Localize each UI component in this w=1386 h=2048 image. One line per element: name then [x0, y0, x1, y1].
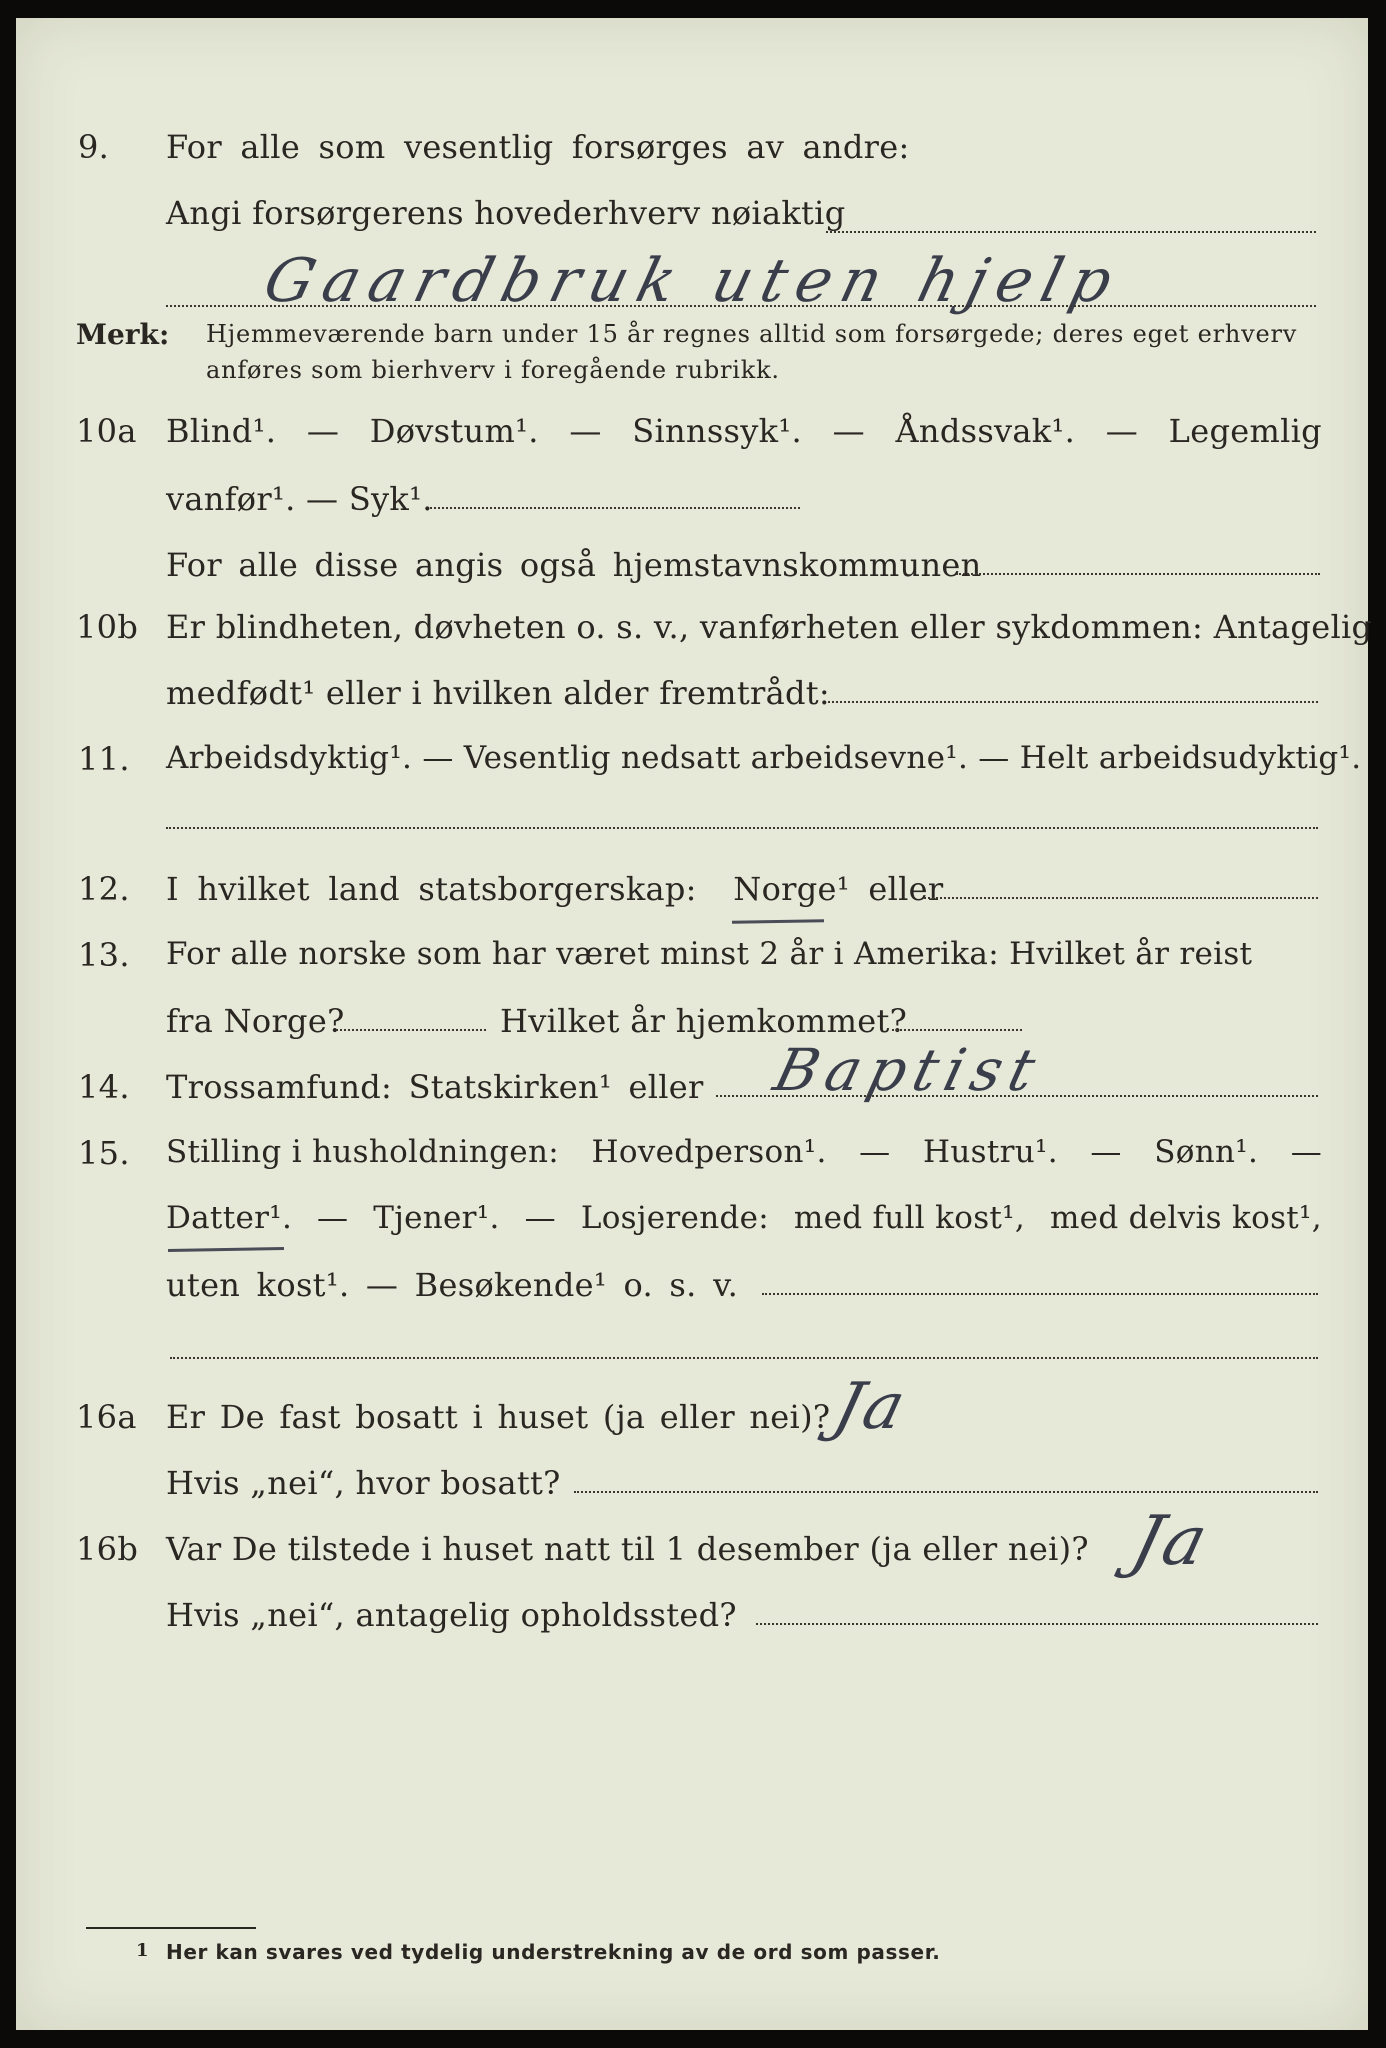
option-legemlig: Legemlig: [1168, 412, 1322, 450]
q10b-dotted-line: [828, 700, 1318, 703]
q13-line2a: fra Norge?: [166, 1002, 345, 1040]
dash: —: [569, 412, 602, 450]
merk-line1: Hjemmeværende barn under 15 år regnes alltid som forsørgede; deres eget erhverv: [206, 320, 1298, 348]
q15-dotted-line-2: [170, 1356, 1318, 1359]
q12-dotted-line: [924, 896, 1318, 899]
q10a-dotted-line-1: [430, 506, 800, 509]
q14-dotted-line: [716, 1094, 1318, 1097]
q15-number: 15.: [78, 1134, 130, 1172]
merk-line2: anføres som bierhverv i foregående rubrikk.: [206, 356, 780, 384]
q16b-handwritten-answer: Ja: [1124, 1502, 1218, 1581]
q10a-line2: vanfør¹. — Syk¹.: [166, 480, 433, 518]
q16a-line2: Hvis „nei“, hvor bosatt?: [166, 1464, 561, 1502]
option-datter: Datter¹.: [166, 1200, 293, 1236]
q10a-row-2: [16, 480, 1368, 540]
q9-number: 9.: [78, 128, 110, 166]
q15-row: [16, 1134, 1368, 1194]
q9-row: [16, 128, 1368, 188]
q16b-row-2: [16, 1596, 1368, 1656]
dash: —: [317, 1200, 349, 1236]
q10b-line2: medfødt¹ eller i hvilken alder fremtrådt:: [166, 674, 830, 712]
option-hovedperson: Hovedperson¹.: [591, 1134, 827, 1170]
q12-line: [166, 870, 944, 908]
q11-dotted-line: [166, 826, 1318, 829]
dash: —: [524, 1200, 556, 1236]
q12-row: [16, 870, 1368, 930]
dash: —: [1290, 1134, 1322, 1170]
q10a-row: [16, 412, 1368, 472]
q16b-line1: Var De tilstede i huset natt til 1 desember (ja eller nei)?: [166, 1530, 1089, 1568]
losjerende-label: Losjerende:: [580, 1200, 769, 1236]
dash: —: [306, 412, 340, 450]
option-tjener: Tjener¹.: [373, 1200, 500, 1236]
option-dovstum: Døvstum¹.: [369, 412, 539, 450]
q9-dotted-line-1: [826, 230, 1316, 233]
q12-number: 12.: [78, 870, 130, 908]
q16a-line1: Er De fast bosatt i huset (ja eller nei)?: [166, 1398, 831, 1436]
q10a-line3: For alle disse angis også hjemstavnskommunen: [166, 546, 982, 584]
q11-row: [16, 740, 1368, 800]
census-form-page: [16, 18, 1373, 2030]
q15-line2: [166, 1200, 1322, 1236]
option-delvis-kost: med delvis kost¹,: [1049, 1200, 1322, 1236]
q12-suffix: eller: [868, 870, 944, 908]
q14-line1: Trossamfund: Statskirken¹ eller: [166, 1068, 704, 1106]
q13-dotted-line-1: [336, 1028, 486, 1031]
option-sinnssyk: Sinnssyk¹.: [632, 412, 802, 450]
q16b-line2: Hvis „nei“, antagelig opholdssted?: [166, 1596, 737, 1634]
q16a-dotted-line: [574, 1490, 1318, 1493]
q10b-number: 10b: [76, 608, 139, 646]
q11-number: 11.: [78, 740, 130, 778]
q10a-line1: [166, 412, 1322, 450]
q15-line3: uten kost¹. — Besøkende¹ o. s. v.: [166, 1266, 739, 1304]
q13-line2b: Hvilket år hjemkommet?: [500, 1002, 908, 1040]
q9-line2: Angi forsørgerens hovederhverv nøiaktig: [166, 194, 846, 232]
q10b-row-2: [16, 674, 1368, 734]
footnote-mark: 1: [136, 1940, 149, 1961]
q16a-number: 16a: [76, 1398, 137, 1436]
dash: —: [1090, 1134, 1122, 1170]
q9-row-2: [16, 194, 1368, 254]
q13-line1: For alle norske som har været minst 2 år i Amerika: Hvilket år reist: [166, 936, 1253, 972]
q10b-line1: Er blindheten, døvheten o. s. v., vanførheten eller sykdommen: Antagelig: [166, 608, 1373, 646]
q15-row-3: [16, 1266, 1368, 1326]
option-hustru: Hustru¹.: [923, 1134, 1058, 1170]
footnote-text: Her kan svares ved tydelig understrekning av de ord som passer.: [166, 1940, 941, 1964]
q9-line1: For alle som vesentlig forsørges av andre:: [166, 128, 910, 166]
option-full-kost: med full kost¹,: [793, 1200, 1026, 1236]
q13-dotted-line-2: [892, 1028, 1022, 1031]
q14-row: [16, 1068, 1368, 1128]
q15-dotted-line-1: [762, 1292, 1318, 1295]
option-blind: Blind¹.: [166, 412, 277, 450]
q15-label: Stilling i husholdningen:: [166, 1134, 559, 1170]
q13-number: 13.: [78, 936, 130, 974]
q14-handwritten-answer: Baptist: [767, 1036, 1050, 1104]
q11-line1: Arbeidsdyktig¹. — Vesentlig nedsatt arbeidsevne¹. — Helt arbeidsudyktig¹.: [166, 740, 1362, 776]
dash: —: [859, 1134, 891, 1170]
q9-handwritten-answer: Gaardbruk uten hjelp: [257, 246, 1129, 316]
q16a-handwritten-answer: Ja: [826, 1370, 916, 1444]
q9-dotted-line-2: [166, 304, 1316, 307]
option-sonn: Sønn¹.: [1154, 1134, 1259, 1170]
merk-label: Merk:: [76, 318, 170, 351]
dash: —: [1105, 412, 1139, 450]
q16b-dotted-line: [756, 1622, 1318, 1625]
footnote-rule: [86, 1927, 256, 1929]
q14-number: 14.: [78, 1068, 130, 1106]
q10a-dotted-line-2: [956, 572, 1320, 575]
q13-row: [16, 936, 1368, 996]
option-norge: Norge¹: [733, 870, 850, 908]
option-andssvak: Åndssvak¹.: [895, 412, 1076, 450]
q15-line1: [166, 1134, 1322, 1170]
q12-prefix: I hvilket land statsborgerskap:: [166, 870, 697, 908]
dash: —: [832, 412, 865, 450]
q16a-row: [16, 1398, 1368, 1458]
q16b-number: 16b: [76, 1530, 139, 1568]
q13-row-2: [16, 1002, 1368, 1062]
q10b-row: [16, 608, 1373, 668]
q10a-row-3: [16, 546, 1368, 606]
q10a-number: 10a: [76, 412, 137, 450]
